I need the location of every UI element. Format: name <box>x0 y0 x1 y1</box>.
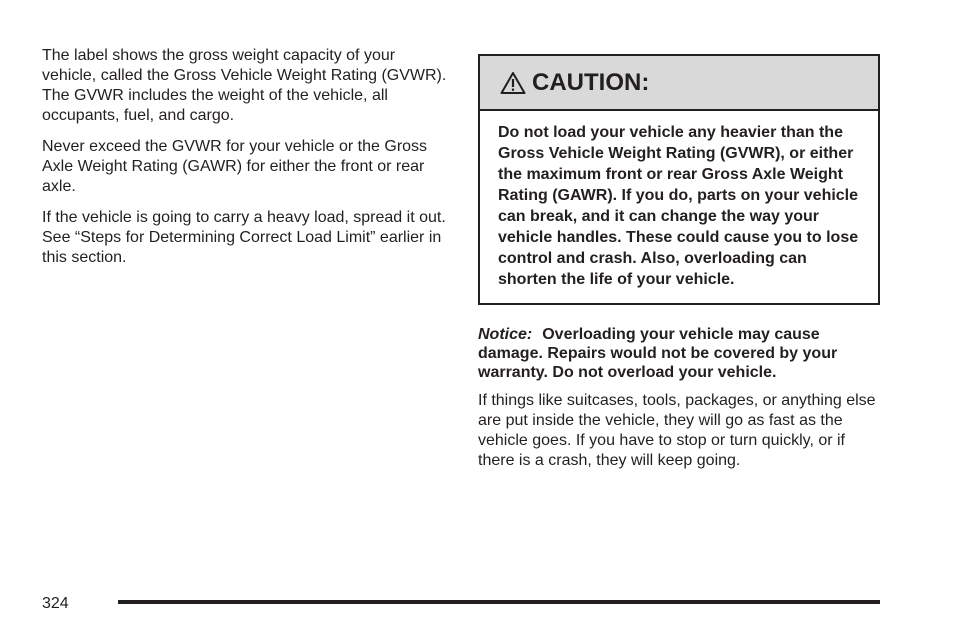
notice-label: Notice: <box>478 326 533 343</box>
left-column <box>42 46 447 279</box>
gawr-paragraph: Never exceed the GVWR for your vehicle or the Gross Axle Weight Rating (GAWR) for either the front or rear axle. <box>42 138 428 195</box>
notice-paragraph <box>478 325 880 382</box>
heavy-load-paragraph: If the vehicle is going to carry a heavy load, spread it out. See “Steps for Determining Correct Load Limit” earlier in this section. <box>42 209 446 266</box>
loose-items-paragraph: If things like suitcases, tools, packages, or anything else are put inside the vehicle, they will go as fast as the vehicle goes. If you have to stop or turn quickly, or if there is a crash, they will keep going. <box>478 392 876 469</box>
caution-header <box>480 56 878 111</box>
gvwr-paragraph: The label shows the gross weight capacity of your vehicle, called the Gross Vehicle Weight Rating (GVWR). The GVWR includes the weight of the vehicle, all occupants, fuel, and cargo. <box>42 47 447 124</box>
caution-box <box>478 54 880 305</box>
caution-body: Do not load your vehicle any heavier than the Gross Vehicle Weight Rating (GVWR), or either the maximum front or rear Gross Axle Weight Rating (GAWR). If you do, parts on your vehicle can break, and it can change the way your vehicle handles. These could cause you to lose control and crash. Also, overloading can shorten the life of your vehicle. <box>498 124 859 288</box>
page-number: 324 <box>42 595 69 612</box>
right-column <box>478 54 880 482</box>
warning-triangle-icon <box>500 71 526 95</box>
notice-text: Overloading your vehicle may cause damage. Repairs would not be covered by your warranty. Do not overload your vehicle. <box>478 326 838 381</box>
caution-title: CAUTION: <box>532 68 650 96</box>
footer-rule <box>118 600 880 604</box>
